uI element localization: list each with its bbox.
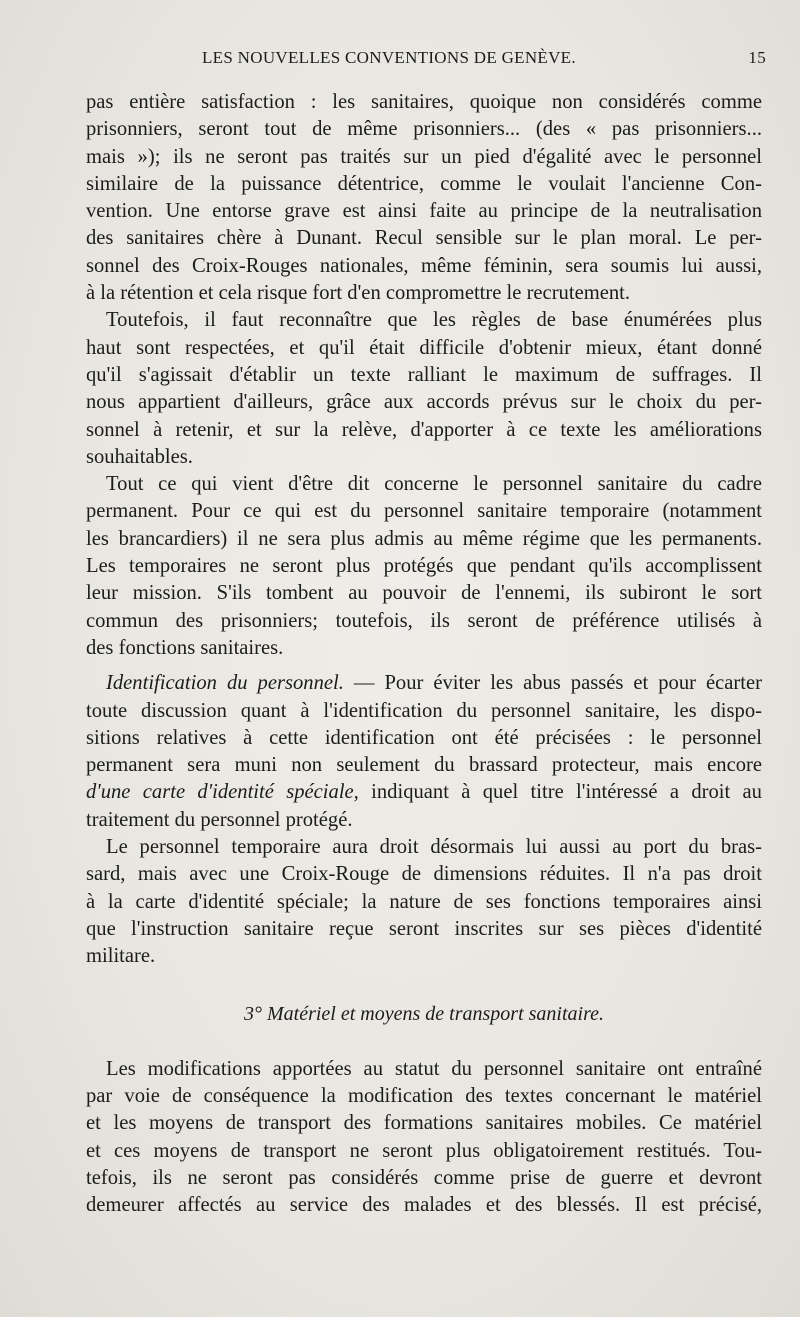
- text-line: sonnel à retenir, et sur la relève, d'apporter à ce texte les améliorations: [86, 418, 762, 441]
- text-line: Tout ce qui vient d'être dit concerne le personnel sanitaire du cadre: [106, 473, 762, 496]
- text-line: les brancardiers) il ne sera plus admis au même régime que les permanents.: [86, 527, 762, 550]
- section-lead: Identification du personnel.: [106, 672, 344, 695]
- text-line: vention. Une entorse grave est ainsi faite au principe de la neutralisation: [86, 200, 762, 223]
- text-line: [86, 670, 762, 697]
- text-line: toute discussion quant à l'identification du personnel sanitaire, les dispo-: [86, 699, 762, 722]
- italic-phrase: d'une carte d'identité spéciale,: [86, 781, 359, 804]
- text-line: haut sont respectées, et qu'il était difficile d'obtenir mieux, étant donné: [86, 336, 762, 359]
- paragraph-1: [86, 89, 762, 307]
- text-line: souhaitables.: [86, 445, 193, 468]
- text-line: sard, mais avec une Croix-Rouge de dimensions réduites. Il n'a pas droit: [86, 863, 762, 886]
- text-line: qu'il s'agissait d'établir un texte ralliant le maximum de suffrages. Il: [86, 363, 762, 386]
- lead-rest: — Pour éviter les abus passés et pour écarter: [343, 672, 762, 695]
- text-line: sitions relatives à cette identification ont été précisées : le personnel: [86, 726, 762, 749]
- text-line: tefois, ils ne seront pas considérés comme prise de guerre et devront: [86, 1166, 762, 1189]
- text-line: que l'instruction sanitaire reçue seront inscrites sur ses pièces d'identité: [86, 917, 762, 940]
- text-line: des sanitaires chère à Dunant. Recul sensible sur le plan moral. Le per-: [86, 227, 762, 250]
- page-header: [86, 46, 766, 76]
- text-line: Toutefois, il faut reconnaître que les règles de base énumérées plus: [106, 309, 762, 332]
- text-line: militare.: [86, 945, 156, 968]
- paragraph-3: [86, 471, 762, 662]
- text-line: Les modifications apportées au statut du personnel sanitaire ont entraîné: [106, 1057, 762, 1080]
- text-line: prisonniers, seront tout de même prisonniers... (des « pas prisonniers...: [86, 118, 762, 141]
- text-line: traitement du personnel protégé.: [86, 808, 353, 831]
- text-line: [86, 779, 762, 806]
- text-line: Les temporaires ne seront plus protégés que pendant qu'ils accomplissent: [86, 555, 762, 578]
- text-line: Le personnel temporaire aura droit désormais lui aussi au port du bras-: [106, 836, 762, 859]
- paragraph-gap: [86, 662, 762, 670]
- text-line: mais »); ils ne seront pas traités sur un pied d'égalité avec le personnel: [86, 145, 762, 168]
- text-line: pas entière satisfaction : les sanitaires, quoique non considérés comme: [86, 91, 762, 113]
- text-line: et ces moyens de transport ne seront plus obligatoirement restitués. Tou-: [86, 1139, 762, 1162]
- after-italic: indiquant à quel titre l'intéressé a droit au: [358, 781, 762, 804]
- paragraph-final: [86, 1056, 762, 1220]
- text-line: à la carte d'identité spéciale; la nature de ses fonctions temporaires ainsi: [86, 890, 762, 913]
- text-line: commun des prisonniers; toutefois, ils seront de préférence utilisés à: [86, 609, 762, 632]
- body-text: [86, 89, 762, 1220]
- text-line: permanent sera muni non seulement du brassard protecteur, mais encore: [86, 754, 762, 777]
- page-number: 15: [748, 48, 766, 67]
- text-line: à la rétention et cela risque fort d'en compromettre le recrutement.: [86, 282, 631, 305]
- text-line: par voie de conséquence la modification des textes concernant le matériel: [86, 1085, 762, 1108]
- running-title: LES NOUVELLES CONVENTIONS DE GENÈVE.: [202, 48, 576, 67]
- paragraph-5: [86, 834, 762, 970]
- text-line: permanent. Pour ce qui est du personnel sanitaire temporaire (notamment: [86, 500, 762, 523]
- paragraph-identification: [86, 670, 762, 834]
- text-line: et les moyens de transport des formations sanitaires mobiles. Ce matériel: [86, 1112, 762, 1135]
- text-line: nous appartient d'ailleurs, grâce aux accords prévus sur le choix du per-: [86, 391, 762, 414]
- subsection-heading: 3° Matériel et moyens de transport sanitaire.: [244, 1002, 604, 1025]
- text-line: demeurer affectés au service des malades et des blessés. Il est précisé,: [86, 1194, 762, 1217]
- paragraph-2: [86, 307, 762, 471]
- text-line: sonnel des Croix-Rouges nationales, même féminin, sera soumis lui aussi,: [86, 254, 762, 277]
- text-line: des fonctions sanitaires.: [86, 636, 284, 659]
- text-line: leur mission. S'ils tombent au pouvoir de l'ennemi, ils subiront le sort: [86, 582, 762, 605]
- text-line: similaire de la puissance détentrice, comme le voulait l'ancienne Con-: [86, 172, 762, 195]
